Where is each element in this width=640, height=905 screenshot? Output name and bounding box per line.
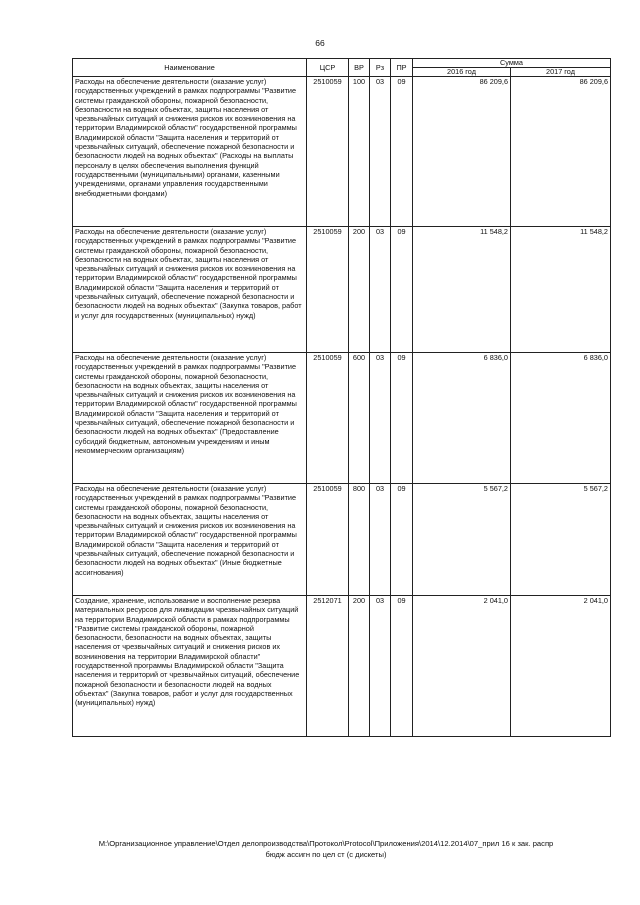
header-vr: ВР [349, 59, 370, 77]
row-sum-2016: 11 548,2 [413, 227, 511, 353]
row-pr: 09 [391, 227, 413, 353]
row-pr: 09 [391, 353, 413, 484]
row-pr: 09 [391, 596, 413, 737]
header-pr: ПР [391, 59, 413, 77]
page-number: 66 [315, 38, 325, 48]
row-sum-2016: 5 567,2 [413, 484, 511, 596]
footer-line-1: М:\Организационное управление\Отдел делопроизводства\Протокол\Protocol\Приложения\2014\12.2014\07_прил 16 к зак. распр [98, 839, 554, 848]
row-csr: 2510059 [307, 353, 349, 484]
row-rz: 03 [370, 77, 391, 227]
row-sum-2017: 11 548,2 [511, 227, 611, 353]
row-csr: 2510059 [307, 484, 349, 596]
budget-table [72, 58, 611, 737]
file-path-footer [56, 838, 596, 860]
header-name: Наименование [73, 59, 307, 77]
row-sum-2017: 6 836,0 [511, 353, 611, 484]
row-csr: 2512071 [307, 596, 349, 737]
table-row [73, 596, 611, 737]
footer-line-2: бюдж ассигн по цел ст (с дискеты) [265, 850, 387, 859]
table-row [73, 227, 611, 353]
row-sum-2017: 2 041,0 [511, 596, 611, 737]
header-rz: Рз [370, 59, 391, 77]
row-sum-2016: 2 041,0 [413, 596, 511, 737]
row-pr: 09 [391, 484, 413, 596]
row-rz: 03 [370, 484, 391, 596]
row-name: Расходы на обеспечение деятельности (оказание услуг) государственных учреждений в рамках подпрограммы "Развитие системы гражданской обороны, пожарной безопасности, безопасности на водных объектах, защиты населения от чрезвычайных ситуаций и снижения рисков их возникновения на территории Владимирской области" государственной программы Владимирской области "Защита населения и территорий от чрезвычайных ситуаций, обеспечение пожарной безопасности и безопасности людей на водных объектах" (Предоставление субсидий бюджетным, автономным учреждениям и иным некоммерческим организациям) [73, 353, 307, 484]
header-sum: Сумма [413, 59, 611, 68]
row-csr: 2510059 [307, 77, 349, 227]
row-vr: 800 [349, 484, 370, 596]
row-rz: 03 [370, 353, 391, 484]
header-year-2016: 2016 год [413, 68, 511, 77]
table-row [73, 484, 611, 596]
row-vr: 200 [349, 227, 370, 353]
row-sum-2017: 5 567,2 [511, 484, 611, 596]
row-sum-2016: 86 209,6 [413, 77, 511, 227]
row-name: Расходы на обеспечение деятельности (оказание услуг) государственных учреждений в рамках подпрограммы "Развитие системы гражданской обороны, пожарной безопасности, безопасности на водных объектах, защиты населения от чрезвычайных ситуаций и снижения рисков их возникновения на территории Владимирской области" государственной программы Владимирской области "Защита населения и территорий от чрезвычайных ситуаций, обеспечение пожарной безопасности и безопасности людей на водных объектах" (Иные бюджетные ассигнования) [73, 484, 307, 596]
row-sum-2016: 6 836,0 [413, 353, 511, 484]
row-sum-2017: 86 209,6 [511, 77, 611, 227]
row-vr: 100 [349, 77, 370, 227]
header-year-2017: 2017 год [511, 68, 611, 77]
row-name: Расходы на обеспечение деятельности (оказание услуг) государственных учреждений в рамках подпрограммы "Развитие системы гражданской обороны, пожарной безопасности, безопасности на водных объектах, защиты населения от чрезвычайных ситуаций и снижения рисков их возникновения на территории Владимирской области" государственной программы Владимирской области "Защита населения и территорий от чрезвычайных ситуаций, обеспечение пожарной безопасности и безопасности людей на водных объектах" (Расходы на выплаты персоналу в целях обеспечения выполнения функций государственными (муниципальными) органами, казенными учреждениями, органами управления государственными внебюджетными фондами) [73, 77, 307, 227]
row-rz: 03 [370, 227, 391, 353]
row-vr: 200 [349, 596, 370, 737]
header-csr: ЦСР [307, 59, 349, 77]
row-name: Создание, хранение, использование и восполнение резерва материальных ресурсов для ликвидации чрезвычайных ситуаций на территории Владимирской области в рамках подпрограммы "Развитие системы гражданской обороны, пожарной безопасности, безопасности на водных объектах, защиты населения от чрезвычайных ситуаций и снижения рисков их возникновения на территории Владимирской области" государственной программы Владимирской области "Защита населения и территорий от чрезвычайных ситуаций, обеспечение пожарной безопасности и безопасности людей на водных объектах" (Закупка товаров, работ и услуг для государственных (муниципальных) нужд) [73, 596, 307, 737]
table-row [73, 77, 611, 227]
row-name: Расходы на обеспечение деятельности (оказание услуг) государственных учреждений в рамках подпрограммы "Развитие системы гражданской обороны, пожарной безопасности, безопасности на водных объектах, защиты населения от чрезвычайных ситуаций и снижения рисков их возникновения на территории Владимирской области" государственной программы Владимирской области "Защита населения и территорий от чрезвычайных ситуаций, обеспечение пожарной безопасности и безопасности людей на водных объектах" (Закупка товаров, работ и услуг для государственных (муниципальных) нужд) [73, 227, 307, 353]
row-pr: 09 [391, 77, 413, 227]
row-vr: 600 [349, 353, 370, 484]
row-csr: 2510059 [307, 227, 349, 353]
row-rz: 03 [370, 596, 391, 737]
table-row [73, 353, 611, 484]
